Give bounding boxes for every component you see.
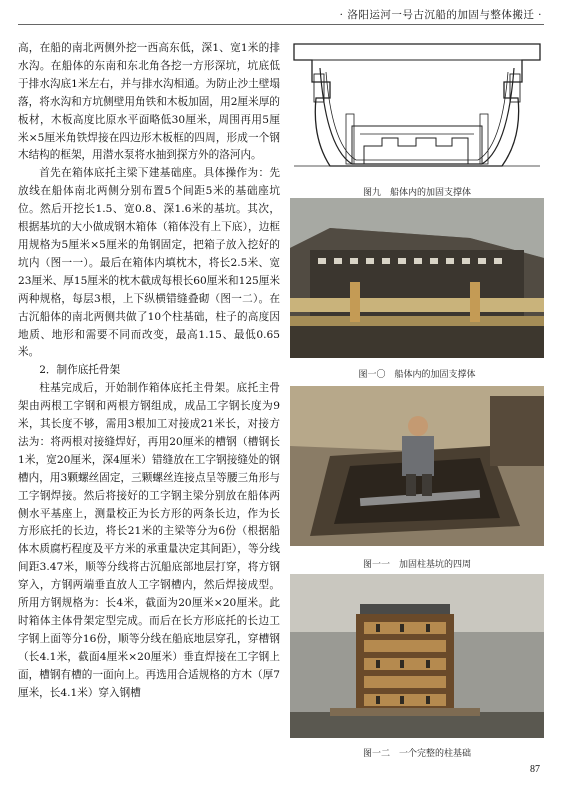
- figure-11-photo: [290, 386, 544, 546]
- body-paragraph: 高，在船的南北两侧外挖一西高东低，深1、宽1米的排水沟。在船体的东南和东北角各挖一方形深坑，坑底低于排水沟底1米左右，并与排水沟相通。为防止沙土壁塌落，将水沟和方坑侧壁用角铁和木板加固，用2厘米厚的板材，木板高度比原水平面略低30厘米，周围再用5厘米×5厘米角铁焊接在四边形木板框的四周，形成一个钢木结构的框架，用潜水泵将水抽到探方外的洛河内。: [18, 42, 280, 162]
- figure-9-drawing: [290, 38, 544, 178]
- ship-interior-photo: [290, 198, 544, 358]
- body-paragraph: 柱基完成后，开始制作箱体底托主骨架。底托主骨架由两根工字钢和两根方钢组成，成品工字钢长度为9米，其长度不够，需用3根加工对接成21米长，对接方法为：将两根对接缝焊好，再用20厘米的槽钢（槽钢长1米，宽20厘米，深4厘米）错缝放在工字钢接缝处的钢槽内，用3颗螺丝固定，三颗螺丝连接点呈等腰三角形与工字钢焊接。然后将接好的工字钢主梁分别放在船体两侧水平基座上，测量校正为长方形的两条长边，作为长方形底托的长边，将长21米的主梁等分为6份（根据船体木质腐朽程度及平方米的承重量决定其间距），等分线间距3.47米，顺等分线将古沉船底部地层打穿，将方钢穿入，方钢两端垂直放人工字钢槽内，然后焊接成型。所用方钢规格为：长4米，截面为20厘米×20厘米。此时箱体主体骨架定型完成。而后在长方形底托的长边工字钢上面等分16份，顺等分线在船底地层穿孔，穿槽钢（长4.1米，截面4厘米×20厘米）垂直焊接在工字钢上面，槽钢有槽的一面向上。再选用合适规格的方木（厚7厘米，长4.1米）穿入钢槽: [18, 382, 280, 699]
- running-head: · 洛阳运河一号古沉船的加固与整体搬迁 ·: [339, 9, 542, 21]
- ship-section-drawing: [290, 38, 544, 178]
- figure-10-photo: [290, 198, 544, 358]
- pit-worker-photo: [290, 386, 544, 546]
- figure-caption: 图一一 加固柱基坑的四周: [362, 560, 471, 570]
- figure-12-photo: [290, 574, 544, 738]
- body-text-column: [18, 40, 280, 703]
- figure-caption: 图一〇 船体内的加固支撑体: [358, 370, 476, 380]
- page-header: [0, 0, 562, 28]
- section-heading: 2．制作底托骨架: [39, 364, 121, 377]
- page-number: 87: [530, 764, 540, 775]
- pillar-foundation-photo: [290, 574, 544, 738]
- body-paragraph: 首先在箱体底托主梁下建基础座。具体操作为：先放线在船体南北两侧分别布置5个间距5米的基础座坑位。然后开挖长1.5、宽0.8、深1.6米的基坑。其次，根据基坑的大小做成钢木箱体（箱体没有上下底），边框用规格为5厘米×5厘米的角钢固定，把箱子放入挖好的坑内（图一一）。最后在箱体内填枕木，将长2.5米、宽23厘米、厚15厘米的枕木截成每根长60厘米和125厘米两种规格，每层3根，上下纵横错缝叠砌（图一二）。在古沉船体的南北两侧共做了10个柱基础，柱子的高度因地质、地形和需要不同而改变，最高1.15、最低0.65米。: [18, 167, 280, 359]
- header-rule: [18, 24, 544, 25]
- figure-caption: 图九 船体内的加固支撑体: [362, 188, 471, 198]
- figure-caption: 图一二 一个完整的柱基础: [362, 749, 471, 759]
